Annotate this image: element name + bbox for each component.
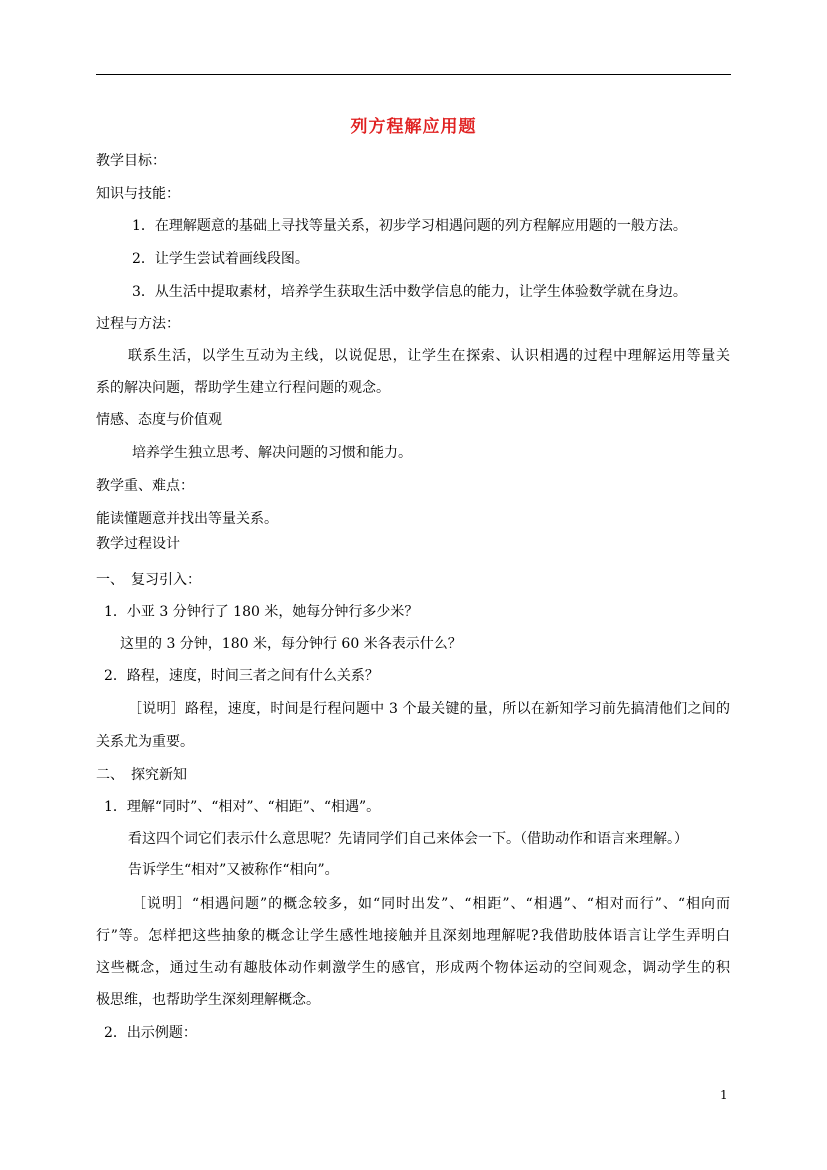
header-rule	[96, 74, 731, 75]
document-title: 列方程解应用题	[350, 117, 477, 137]
text-line: 行”等。怎样把这些抽象的概念让学生感性地接触并且深刻地理解呢?我借助肢体语言让学生弄明白	[96, 928, 730, 944]
text-line: 能读懂题意并找出等量关系。	[96, 511, 278, 527]
text-line: 过程与方法：	[96, 316, 180, 332]
text-line: 教学重、难点：	[96, 478, 194, 494]
text-line: 教学过程设计	[96, 536, 180, 552]
text-line: 2．出示例题：	[104, 1025, 197, 1041]
text-line: 这些概念，通过生动有趣肢体动作刺激学生的感官，形成两个物体运动的空间观念，调动学生的积	[96, 960, 730, 976]
text-line: 情感、态度与价值观	[96, 412, 222, 428]
text-line: 2．让学生尝试着画线段图。	[132, 251, 309, 267]
text-line: 联系生活，以学生互动为主线，以说促思，让学生在探索、认识相遇的过程中理解运用等量关	[128, 348, 730, 364]
text-line: ［说明］路程，速度，时间是行程问题中 3 个最关键的量，所以在新知学习前先搞清他们之间的	[128, 701, 730, 717]
text-line: 2．路程，速度，时间三者之间有什么关系？	[104, 668, 379, 684]
text-line: 1．小亚 3 分钟行了 180 米，她每分钟行多少米？	[104, 604, 419, 620]
text-line: 一、 复习引入：	[96, 572, 201, 588]
text-line: ［说明］“相遇问题”的概念较多，如“同时出发”、“相距”、“相遇”、“相对而行”、“相向而	[132, 896, 730, 912]
page-number: 1	[720, 1088, 728, 1102]
text-line: 教学目标：	[96, 153, 166, 169]
text-line: 1．理解“同时”、“相对”、“相距”、“相遇”。	[104, 799, 381, 815]
text-line: 告诉学生“相对”又被称作“相向”。	[128, 862, 339, 878]
text-line: 二、 探究新知	[96, 767, 187, 783]
text-line: 3．从生活中提取素材，培养学生获取生活中数学信息的能力，让学生体验数学就在身边。	[132, 284, 687, 300]
text-line: 这里的 3 分钟，180 米，每分钟行 60 米各表示什么？	[120, 636, 462, 652]
text-line: 1．在理解题意的基础上寻找等量关系，初步学习相遇问题的列方程解应用题的一般方法。	[132, 218, 687, 234]
text-line: 极思维，也帮助学生深刻理解概念。	[96, 992, 320, 1008]
text-line: 系的解决问题，帮助学生建立行程问题的观念。	[96, 380, 390, 396]
text-line: 关系尤为重要。	[96, 734, 194, 750]
text-line: 看这四个词它们表示什么意思呢？先请同学们自己来体会一下。（借助动作和语言来理解。）	[128, 831, 688, 847]
text-line: 知识与技能：	[96, 186, 180, 202]
text-line: 培养学生独立思考、解决问题的习惯和能力。	[132, 445, 412, 461]
